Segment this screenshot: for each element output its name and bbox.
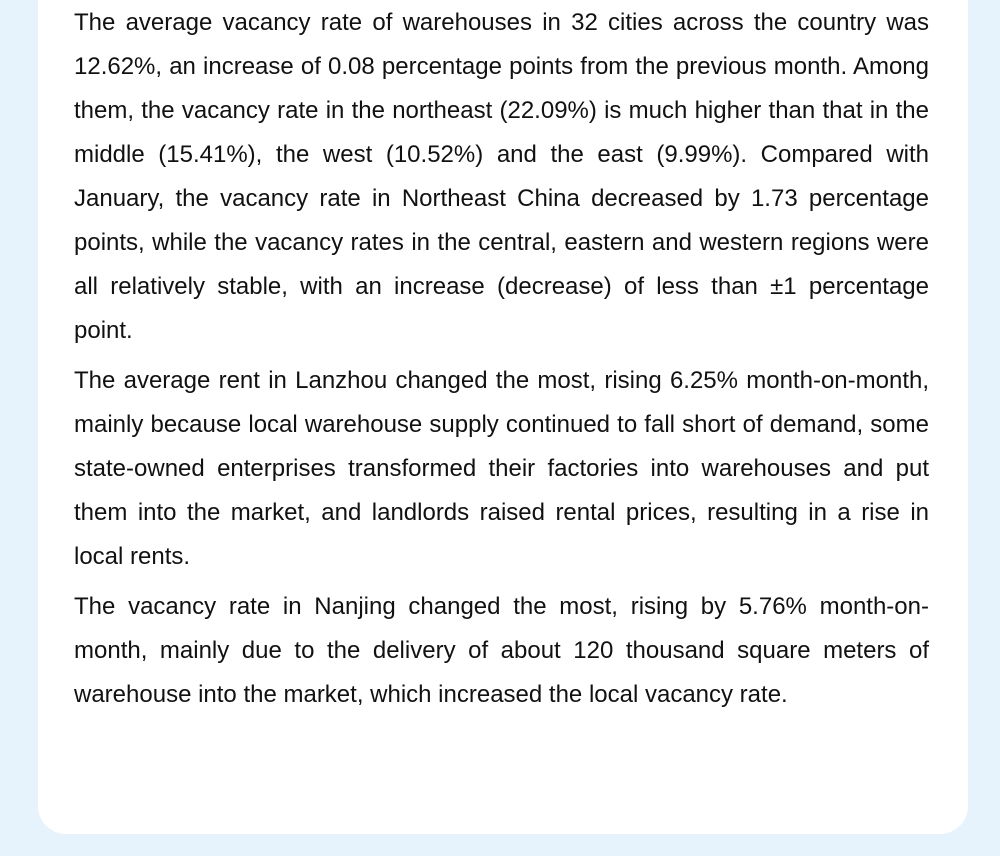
paragraph-nanjing-vacancy: The vacancy rate in Nanjing changed the most, rising by 5.76% month-on-month, mainly due to the delivery of about 120 thousand square meters of warehouse into the market, which increased the local vacancy rate. [74, 593, 929, 708]
paragraph-vacancy-overview: The average vacancy rate of warehouses in 32 cities across the country was 12.62%, an increase of 0.08 percentage points from the previous month. Among them, the vacancy rate in the northeast (22.09%) is much higher than that in the middle (15.41%), the west (10.52%) and the east (9.99%). Compared with January, the vacancy rate in Northeast China decreased by 1.73 percentage points, while the vacancy rates in the central, eastern and western regions were all relatively stable, with an increase (decrease) of less than ±1 percentage point. [74, 9, 929, 344]
paragraph-lanzhou-rent: The average rent in Lanzhou changed the most, rising 6.25% month-on-month, mainly because local warehouse supply continued to fall short of demand, some state-owned enterprises transformed their factories into warehouses and put them into the market, and landlords raised rental prices, resulting in a rise in local rents. [74, 367, 929, 570]
article-body [74, 1, 929, 723]
